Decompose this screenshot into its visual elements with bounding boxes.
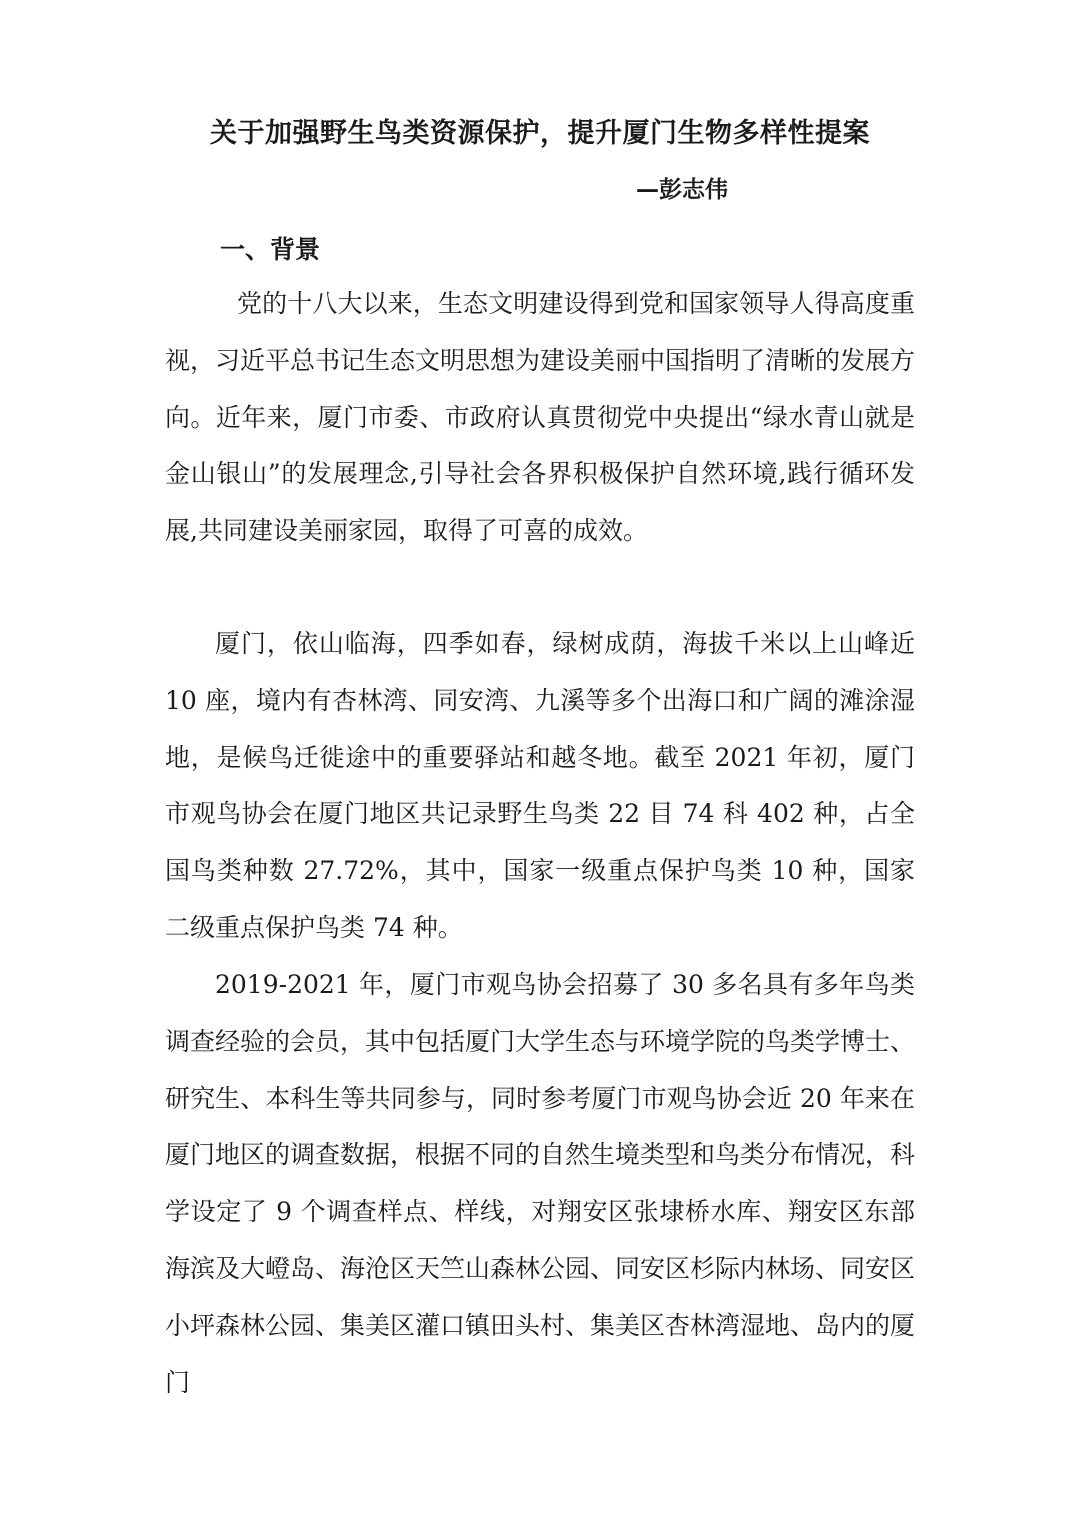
document-title: 关于加强野生鸟类资源保护，提升厦门生物多样性提案 [210,118,870,149]
document-author: —彭志伟 [636,177,728,203]
section-heading: 一、背景 [220,235,321,264]
body-paragraph-3: 2019-2021 年，厦门市观鸟协会招募了 30 多名具有多年鸟类调查经验的会员，其中包括厦门大学生态与环境学院的鸟类学博士、研究生、本科生等共同参与，同时参考厦门市观鸟协会近 20 年来在厦门地区的调查数据，根据不同的自然生境类型和鸟类分布情况，科学设定了 9 个调查样点、样线，对翔安区张埭桥水库、翔安区东部海滨及大嶝岛、海沧区天竺山森林公园、同安区杉际内林场、同安区小坪森林公园、集美区灌口镇田头村、集美区杏林湾湿地、岛内的厦门 [165,970,916,1397]
body-paragraph-2: 厦门，依山临海，四季如春，绿树成荫，海拔千米以上山峰近 10 座，境内有杏林湾、同安湾、九溪等多个出海口和广阔的滩涂湿地，是候鸟迁徙途中的重要驿站和越冬地。截至 2021 年初，厦门市观鸟协会在厦门地区共记录野生鸟类 22 目 74 科 402 种，占全国鸟类种数 27.72%，其中，国家一级重点保护鸟类 10 种，国家二级重点保护鸟类 74 种。 [165,629,915,942]
body-paragraph-1: 党的十八大以来，生态文明建设得到党和国家领导人得高度重视，习近平总书记生态文明思想为建设美丽中国指明了清晰的发展方向。近年来，厦门市委、市政府认真贯彻党中央提出“绿水青山就是金山银山”的发展理念,引导社会各界积极保护自然环境,践行循环发展,共同建设美丽家园，取得了可喜的成效。 [165,289,916,546]
